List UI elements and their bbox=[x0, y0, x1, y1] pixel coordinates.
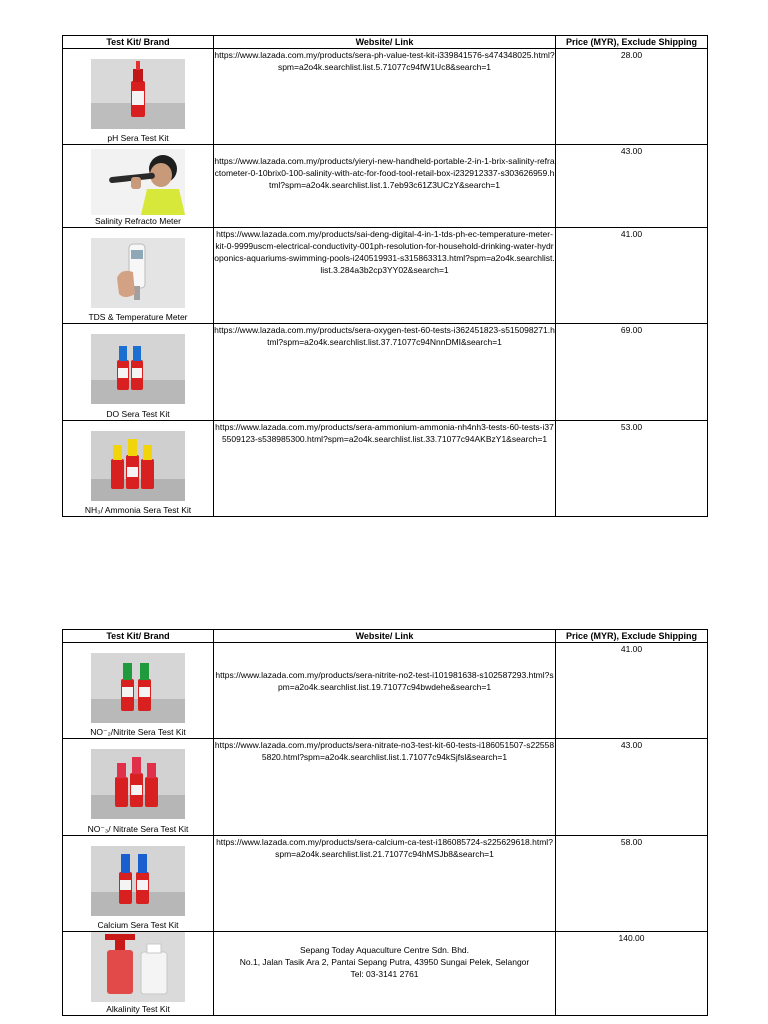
kit-cell bbox=[63, 228, 214, 324]
kit-name: NO⁻₃/ Nitrate Sera Test Kit bbox=[87, 824, 189, 834]
supplier-street: No.1, Jalan Tasik Ara 2, Pantai Sepang Putra, 43950 Sungai Pelek, Selangor bbox=[239, 957, 530, 967]
table-row bbox=[63, 145, 708, 228]
table-row bbox=[63, 739, 708, 836]
product-link[interactable]: https://www.lazada.com.my/products/sera-ammonium-ammonia-nh4nh3-tests-60-tests-i375509123-s538985300.html?spm=a2o4k.searchlist.list.33.71077c94AKBzY1&search=1 bbox=[214, 421, 556, 517]
ph-kit-photo bbox=[91, 59, 185, 129]
product-link[interactable]: https://www.lazada.com.my/products/sai-deng-digital-4-in-1-tds-ph-ec-temperature-meter-kit-0-9999uscm-electrical-conductivity-001ph-resolution-for-household-drinking-water-hydroponics-aquariums-swimming-pools-i240519931-s315863313.html?spm=a2o4k.searchlist.list.3.284a3b2cp3YY02&search=1 bbox=[214, 228, 556, 324]
kit-name: NH₃/ Ammonia Sera Test Kit bbox=[84, 505, 192, 515]
header-kit: Test Kit/ Brand bbox=[63, 36, 214, 49]
header-price: Price (MYR), Exclude Shipping bbox=[556, 36, 708, 49]
tds-meter-photo bbox=[91, 238, 185, 308]
kit-name: TDS & Temperature Meter bbox=[88, 312, 188, 322]
kit-name: Alkalinity Test Kit bbox=[106, 1004, 170, 1014]
ammonia-kit-photo bbox=[91, 431, 185, 501]
kit-cell bbox=[63, 324, 214, 421]
header-link: Website/ Link bbox=[214, 630, 556, 643]
kit-cell bbox=[63, 145, 214, 228]
kit-name: pH Sera Test Kit bbox=[107, 133, 169, 143]
price-value: 53.00 bbox=[556, 421, 708, 517]
nitrate-kit-photo bbox=[91, 749, 185, 819]
supplier-name: Sepang Today Aquaculture Centre Sdn. Bhd. bbox=[299, 945, 470, 955]
kit-cell bbox=[63, 643, 214, 739]
nitrite-kit-photo bbox=[91, 653, 185, 723]
price-value: 140.00 bbox=[556, 932, 708, 1016]
product-link[interactable]: https://www.lazada.com.my/products/sera-oxygen-test-60-tests-i362451823-s515098271.html?spm=a2o4k.searchlist.list.37.71077c94NnnDMI&search=1 bbox=[214, 324, 556, 421]
kit-name: NO⁻₂/Nitrite Sera Test Kit bbox=[90, 727, 186, 737]
price-value: 58.00 bbox=[556, 836, 708, 932]
table-row bbox=[63, 643, 708, 739]
price-value: 41.00 bbox=[556, 643, 708, 739]
price-value: 43.00 bbox=[556, 145, 708, 228]
table-row bbox=[63, 421, 708, 517]
product-link[interactable]: https://www.lazada.com.my/products/sera-calcium-ca-test-i186085724-s225629618.html?spm=a2o4k.searchlist.list.21.71077c94hMSJb8&search=1 bbox=[214, 836, 556, 932]
do-kit-photo bbox=[91, 334, 185, 404]
table-header-row bbox=[63, 36, 708, 49]
table-row bbox=[63, 49, 708, 145]
kit-name: DO Sera Test Kit bbox=[106, 409, 170, 419]
product-link[interactable]: https://www.lazada.com.my/products/sera-nitrate-no3-test-kit-60-tests-i186051507-s225585820.html?spm=a2o4k.searchlist.list.1.71077c94kSjfsl&search=1 bbox=[214, 739, 556, 836]
kit-cell bbox=[63, 49, 214, 145]
table-row bbox=[63, 836, 708, 932]
product-link[interactable]: https://www.lazada.com.my/products/sera-nitrite-no2-test-i101981638-s102587293.html?spm=a2o4k.searchlist.list.19.71077c94bwdehe&search=1 bbox=[214, 643, 556, 739]
table-row bbox=[63, 228, 708, 324]
test-kit-table-2 bbox=[62, 629, 708, 1016]
product-link[interactable]: https://www.lazada.com.my/products/sera-ph-value-test-kit-i339841576-s474348025.html?spm=a2o4k.searchlist.list.5.71077c94fW1Uc8&search=1 bbox=[214, 49, 556, 145]
test-kit-table-1 bbox=[62, 35, 708, 517]
price-value: 41.00 bbox=[556, 228, 708, 324]
kit-name: Calcium Sera Test Kit bbox=[97, 920, 179, 930]
header-link: Website/ Link bbox=[214, 36, 556, 49]
kit-cell bbox=[63, 421, 214, 517]
header-price: Price (MYR), Exclude Shipping bbox=[556, 630, 708, 643]
price-value: 43.00 bbox=[556, 739, 708, 836]
supplier-phone: Tel: 03-3141 2761 bbox=[350, 969, 419, 979]
table-row bbox=[63, 932, 708, 1016]
calcium-kit-photo bbox=[91, 846, 185, 916]
price-value: 28.00 bbox=[556, 49, 708, 145]
alkalinity-kit-photo bbox=[91, 932, 185, 1002]
header-kit: Test Kit/ Brand bbox=[63, 630, 214, 643]
supplier-address bbox=[214, 932, 556, 1016]
price-value: 69.00 bbox=[556, 324, 708, 421]
table-header-row bbox=[63, 630, 708, 643]
salinity-meter-photo bbox=[91, 149, 185, 215]
kit-name: Salinity Refracto Meter bbox=[95, 216, 181, 226]
table-row bbox=[63, 324, 708, 421]
kit-cell bbox=[63, 836, 214, 932]
kit-cell bbox=[63, 739, 214, 836]
product-link[interactable]: https://www.lazada.com.my/products/yieryi-new-handheld-portable-2-in-1-brix-salinity-refractometer-0-10brix0-100-salinity-with-atc-for-food-tool-retail-box-i232912337-s303626959.html?spm=a2o4k.searchlist.list.1.7eb93c61Z3UCzY&search=1 bbox=[214, 145, 556, 228]
kit-cell bbox=[63, 932, 214, 1016]
